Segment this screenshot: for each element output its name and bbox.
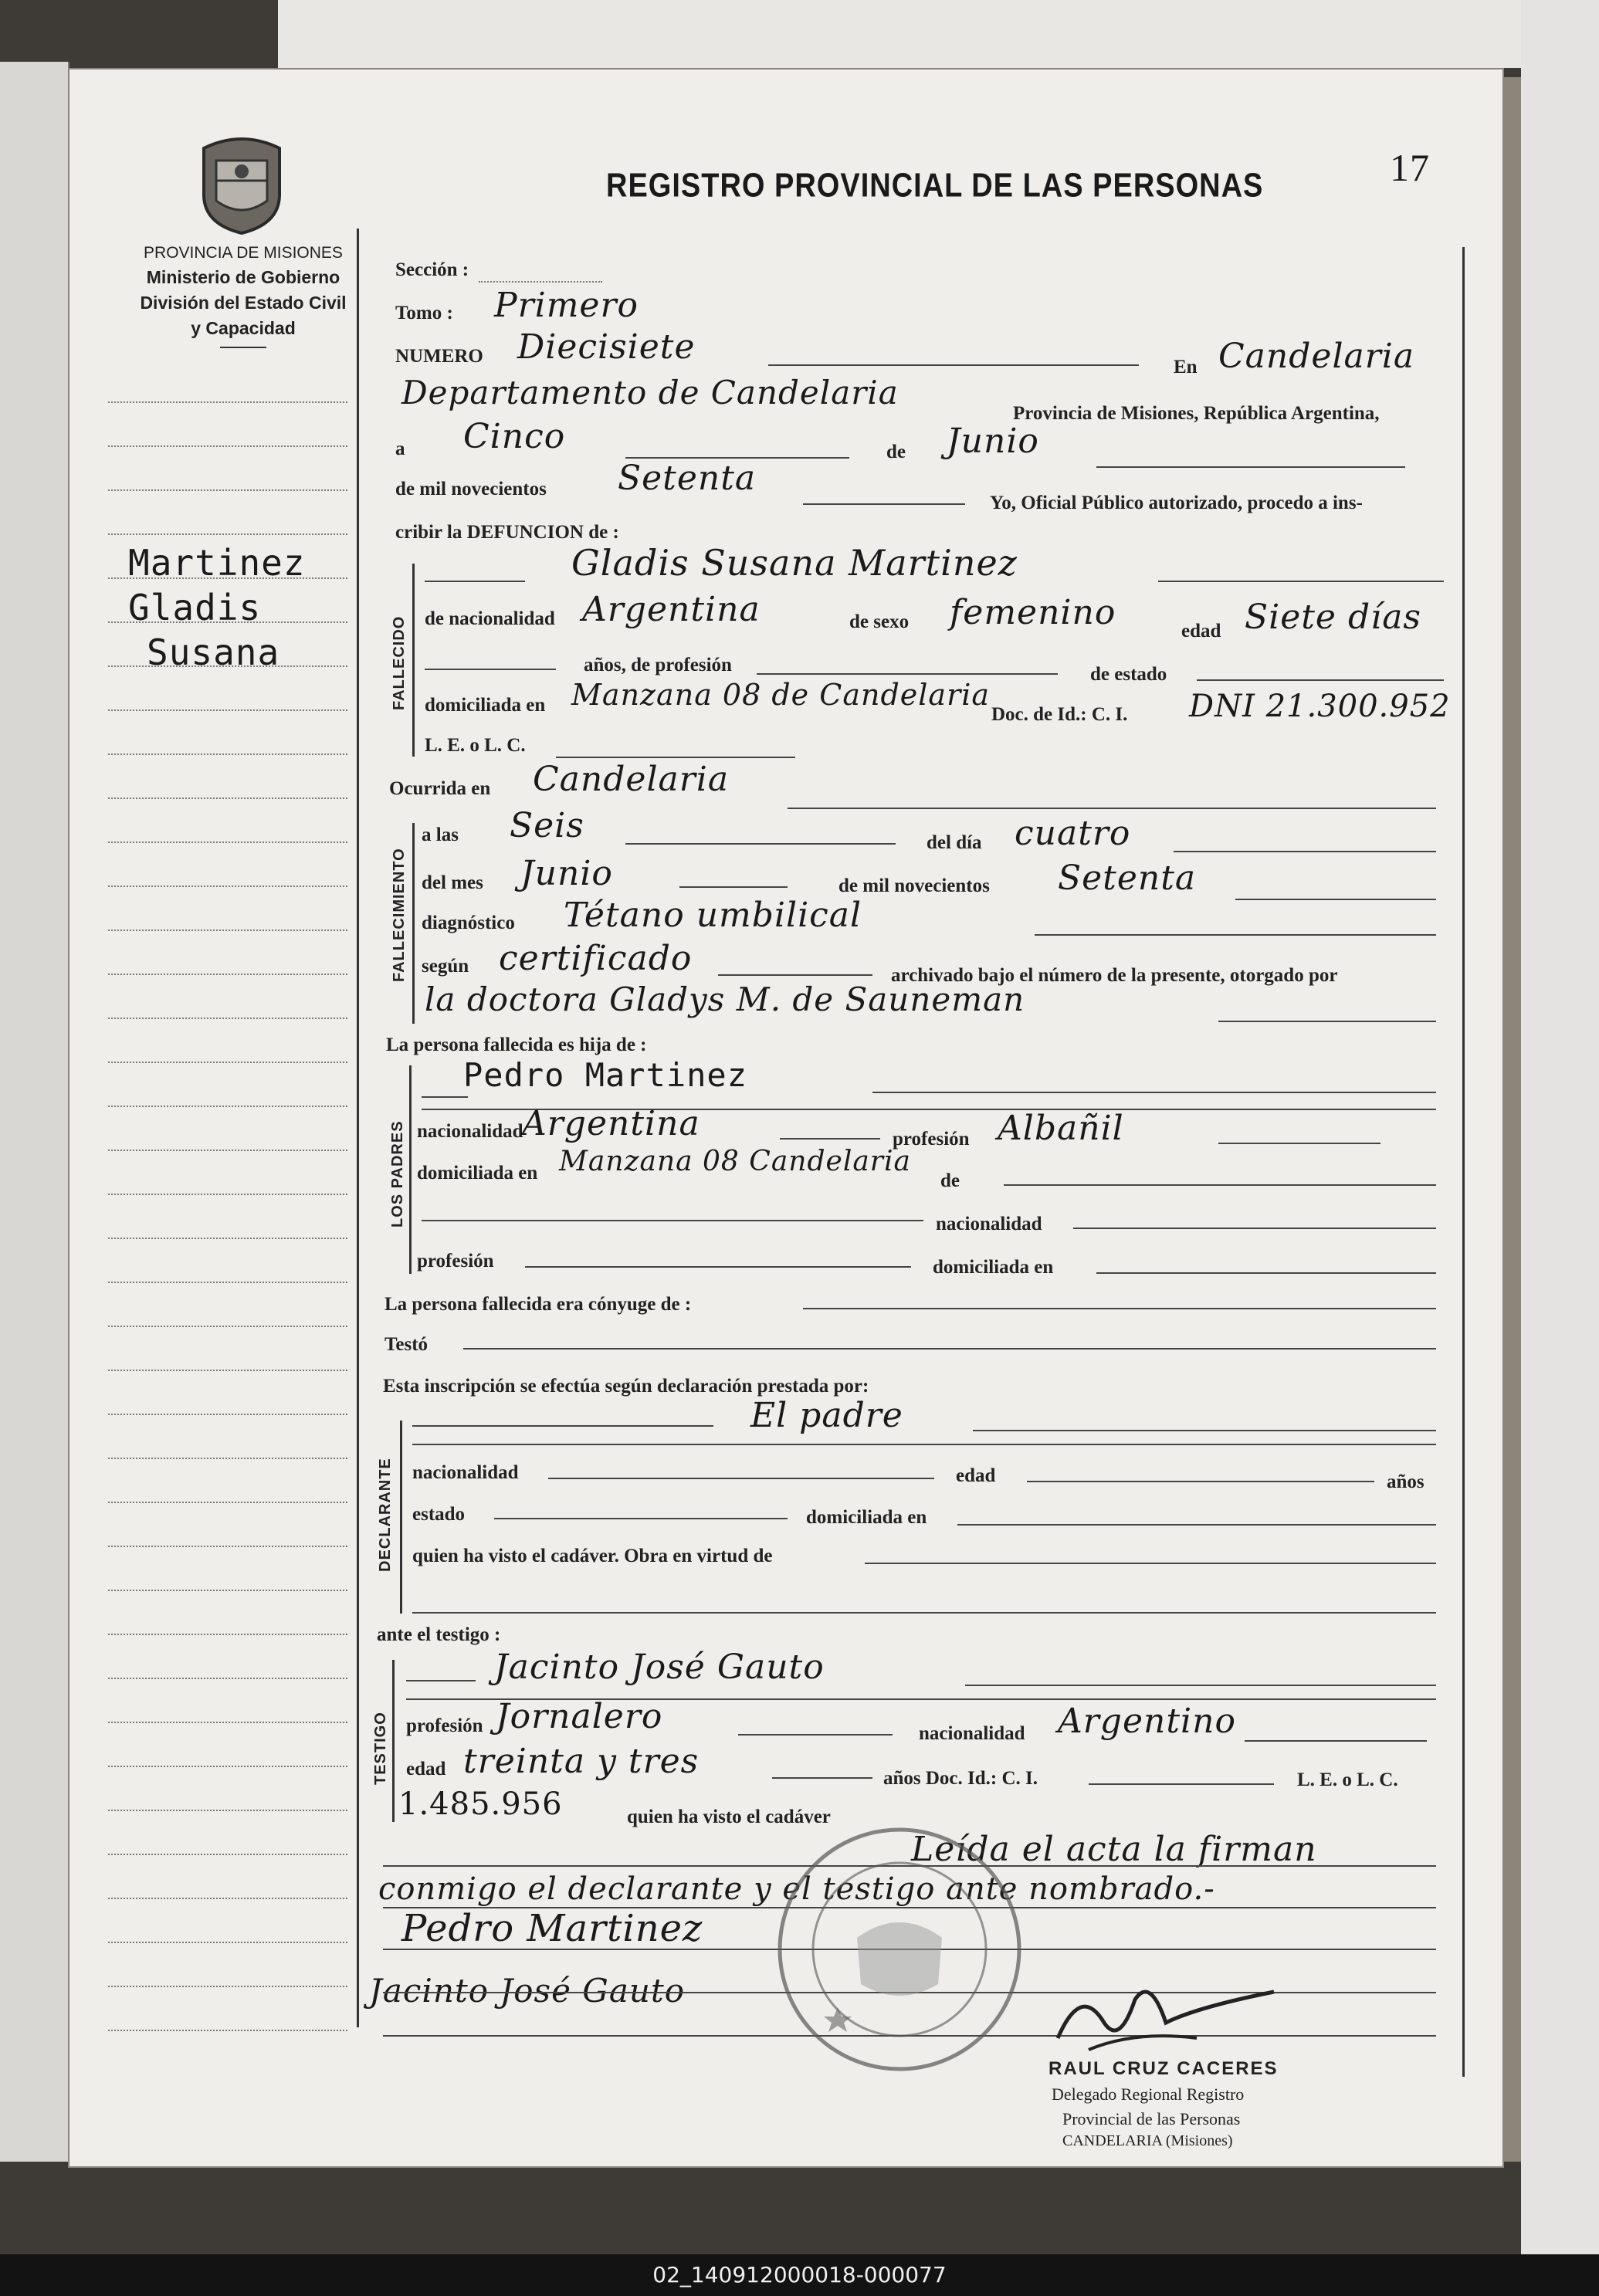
label-provincia: Provincia de Misiones, República Argentina, (1013, 403, 1380, 424)
value-dia: Cinco (463, 417, 566, 456)
value-dia-fall: cuatro (1015, 814, 1131, 853)
label-decl-cadaver: quien ha visto el cadáver. Obra en virtud de (412, 1546, 773, 1566)
label-test-le: L. E. o L. C. (1297, 1769, 1398, 1790)
label-test-profesion: profesión (406, 1715, 483, 1736)
margin-line (108, 1062, 347, 1063)
value-mes-fall: Junio (520, 854, 613, 893)
label-a-las: a las (422, 825, 459, 845)
value-nacionalidad: Argentina (582, 590, 761, 629)
label-le-lc: L. E. o L. C. (425, 735, 526, 756)
label-del-dia: del día (927, 832, 982, 853)
value-domicilio: Manzana 08 de Candelaria (571, 678, 991, 712)
value-edad: Siete días (1245, 598, 1422, 637)
value-numero: Diecisiete (517, 327, 696, 367)
label-decl-edad: edad (956, 1465, 996, 1486)
value-padre-dom: Manzana 08 Candelaria (559, 1146, 911, 1177)
margin-line (108, 1414, 347, 1415)
value-leida-2: conmigo el declarante y el testigo ante nombrado.- (378, 1871, 1215, 1907)
left-facing-page (0, 62, 69, 2162)
value-testigo-edad: treinta y tres (463, 1742, 700, 1781)
label-profesion2: profesión (417, 1251, 494, 1272)
label-test-nacionalidad: nacionalidad (919, 1723, 1025, 1744)
margin-line (108, 1458, 347, 1459)
margin-line (108, 1546, 347, 1547)
label-seccion: Sección : (395, 259, 469, 280)
label-archivado: archivado bajo el número de la presente, otorgado por (891, 965, 1338, 986)
margin-line (108, 489, 347, 491)
label-inscribir: cribir la DEFUNCION de : (395, 522, 619, 543)
margin-line (108, 1722, 347, 1723)
margin-line (108, 1590, 347, 1591)
label-de-mil: de mil novecientos (395, 479, 547, 499)
margin-line (108, 1986, 347, 1987)
label-a: a (395, 439, 405, 459)
label-nacionalidad2: nacionalidad (936, 1214, 1042, 1234)
value-departamento: Departamento de Candelaria (401, 374, 899, 411)
label-nacionalidad: nacionalidad (417, 1121, 523, 1142)
label-de-sexo: de sexo (849, 611, 910, 632)
margin-line (108, 974, 347, 975)
value-mes: Junio (947, 422, 1039, 461)
margin-line (108, 753, 347, 755)
margin-line (108, 1502, 347, 1503)
top-background (278, 0, 1599, 68)
label-decl-estado: estado (412, 1504, 466, 1525)
official-place: CANDELARIA (Misiones) (1062, 2132, 1233, 2149)
official-signature-icon (1042, 1976, 1289, 2061)
margin-note-name: Gladis (128, 587, 262, 628)
margin-line (108, 2030, 347, 2031)
value-hora: Seis (510, 806, 584, 845)
label-test-anos-doc: años Doc. Id.: C. I. (883, 1768, 1038, 1789)
value-anio: Setenta (618, 459, 757, 498)
side-label-testigo: TESTIGO (372, 1712, 389, 1785)
margin-line (108, 930, 347, 931)
label-numero: NUMERO (395, 346, 483, 367)
side-label-fallecido: FALLECIDO (391, 615, 408, 710)
margin-line (108, 1106, 347, 1107)
label-test-edad: edad (406, 1759, 446, 1780)
margin-rule (357, 229, 359, 2027)
label-anos-profesion: años, de profesión (584, 655, 732, 676)
label-de-estado: de estado (1090, 664, 1167, 685)
label-de-nacionalidad: de nacionalidad (425, 608, 555, 629)
margin-note-middle: Susana (147, 632, 280, 673)
margin-line (108, 1766, 347, 1767)
label-diagnostico: diagnóstico (422, 913, 515, 933)
page-title: REGISTRO PROVINCIAL DE LAS PERSONAS (606, 167, 1264, 205)
value-padre-nac: Argentina (522, 1104, 700, 1143)
label-decl-domiciliada: domiciliada en (806, 1507, 927, 1528)
margin-note-surname: Martinez (128, 542, 306, 584)
label-profesion: profesión (893, 1129, 970, 1150)
value-diagnostico: Tétano umbilical (564, 896, 862, 935)
footer-caption: 02_140912000018-000077 (652, 2262, 947, 2288)
signature-declarante: Pedro Martinez (401, 1907, 703, 1950)
margin-line (108, 1942, 347, 1943)
side-label-padres: LOS PADRES (389, 1120, 406, 1228)
value-anio-fall: Setenta (1058, 858, 1197, 898)
value-sexo: femenino (950, 593, 1116, 632)
label-hija-de: La persona fallecida es hija de : (386, 1035, 647, 1055)
label-test-cadaver: quien ha visto el cadáver (627, 1807, 831, 1827)
value-testigo-prof: Jornalero (496, 1697, 663, 1736)
book-edge (1502, 77, 1521, 2162)
footer-bar (0, 2254, 1599, 2296)
page-number: 17 (1390, 146, 1430, 189)
margin-line (108, 1150, 347, 1151)
value-declarante: El padre (750, 1396, 903, 1435)
margin-line (108, 1326, 347, 1327)
value-nombre: Gladis Susana Martinez (571, 542, 1018, 584)
margin-line (108, 445, 347, 447)
side-label-declarante: DECLARANTE (377, 1458, 394, 1572)
value-segun: certificado (499, 939, 693, 978)
margin-line (108, 401, 347, 403)
label-declaracion: Esta inscripción se efectúa según declaración prestada por: (383, 1376, 869, 1397)
label-en: En (1174, 357, 1198, 378)
label-conyuge: La persona fallecida era cónyuge de : (385, 1294, 692, 1315)
margin-line (108, 1238, 347, 1239)
value-leida-1: Leída el acta la firman (911, 1830, 1317, 1869)
value-medico: la doctora Gladys M. de Sauneman (425, 980, 1025, 1018)
side-label-fallecimiento: FALLECIMIENTO (391, 848, 408, 982)
org-line-3: División del Estado Civil (140, 293, 347, 313)
label-domiciliada-en2: domiciliada en (417, 1163, 538, 1184)
margin-line (108, 1854, 347, 1855)
label-decl-anos: años (1387, 1471, 1425, 1492)
margin-line (108, 1194, 347, 1195)
label-domiciliada-en3: domiciliada en (933, 1257, 1054, 1278)
org-line-2: Ministerio de Gobierno (146, 267, 340, 287)
label-de-mil2: de mil novecientos (838, 875, 990, 896)
margin-line (108, 1898, 347, 1899)
label-segun: según (422, 956, 469, 977)
margin-line (108, 1810, 347, 1811)
label-ante-testigo: ante el testigo : (377, 1624, 501, 1645)
value-tomo: Primero (494, 286, 639, 325)
org-line-1: PROVINCIA DE MISIONES (144, 244, 343, 262)
label-testo: Testó (385, 1334, 429, 1355)
margin-line (108, 1018, 347, 1019)
org-line-4: y Capacidad (191, 318, 296, 338)
label-edad: edad (1181, 621, 1221, 642)
label-del-mes: del mes (422, 872, 483, 893)
label-decl-nacionalidad: nacionalidad (412, 1462, 519, 1483)
margin-line (108, 533, 347, 535)
value-testigo-nac: Argentino (1058, 1702, 1236, 1741)
margin-line (108, 1282, 347, 1283)
label-de: de (886, 442, 906, 462)
margin-line (108, 798, 347, 799)
value-ocurrida: Candelaria (533, 760, 730, 799)
official-title-1: Delegado Regional Registro (1052, 2084, 1245, 2104)
right-background (1521, 0, 1599, 2296)
label-doc-id: Doc. de Id.: C. I. (991, 704, 1128, 725)
label-tomo: Tomo : (395, 303, 453, 323)
margin-line (108, 886, 347, 887)
label-yo-oficial: Yo, Oficial Público autorizado, procedo a ins- (990, 493, 1363, 513)
value-doc-id: DNI 21.300.952 (1189, 689, 1451, 724)
value-testigo: Jacinto José Gauto (494, 1647, 825, 1687)
margin-line (108, 1370, 347, 1371)
right-rule (1462, 247, 1465, 2077)
label-ocurrida-en: Ocurrida en (389, 778, 491, 799)
margin-line (108, 709, 347, 711)
value-padre-prof: Albañil (998, 1109, 1124, 1148)
margin-line (108, 842, 347, 843)
label-domiciliada-en: domiciliada en (425, 695, 546, 716)
signature-testigo: Jacinto José Gauto (369, 1972, 686, 2010)
official-name: RAUL CRUZ CACERES (1048, 2058, 1279, 2079)
value-padre: Pedro Martinez (463, 1056, 748, 1094)
margin-line (108, 1678, 347, 1679)
value-en: Candelaria (1218, 337, 1415, 376)
official-title-2: Provincial de las Personas (1062, 2109, 1241, 2128)
official-seal-icon (772, 1822, 1027, 2077)
value-testigo-ci: 1.485.956 (398, 1786, 563, 1822)
label-de2: de (940, 1170, 960, 1191)
coat-of-arms-icon (196, 133, 287, 235)
margin-line (108, 1634, 347, 1635)
